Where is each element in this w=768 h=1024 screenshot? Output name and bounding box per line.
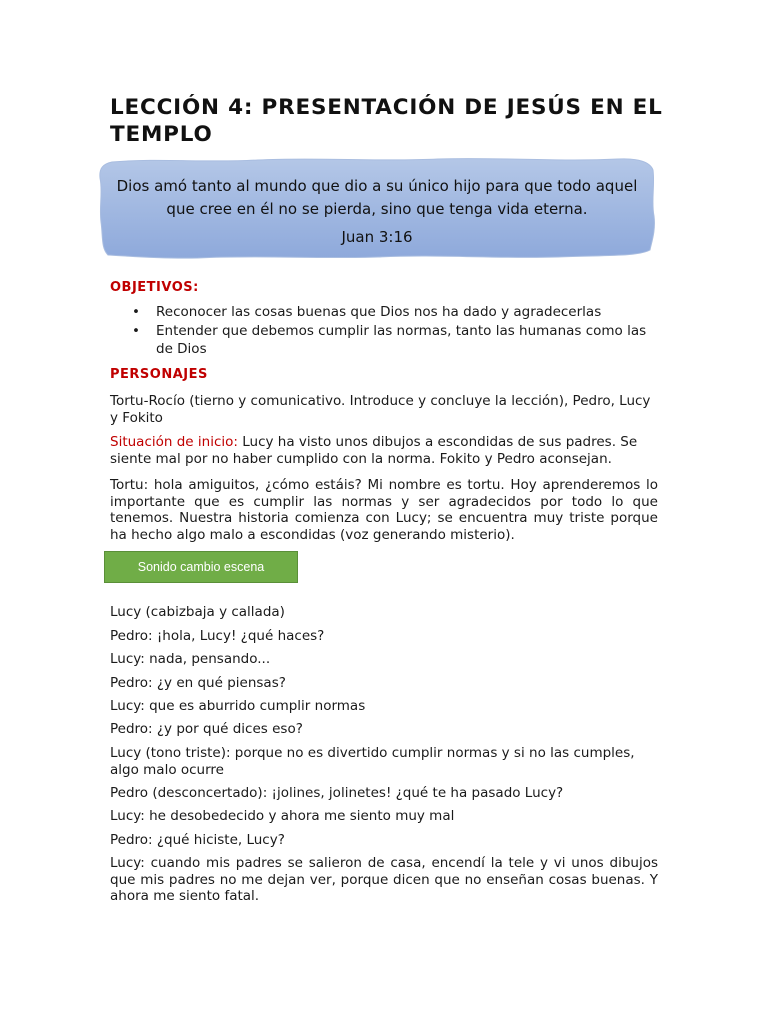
dialogue-line: Pedro: ¿y en qué piensas? — [110, 675, 286, 691]
initial-situation-text: Lucy ha visto unos dibujos a escondidas de sus padres. Se siente mal por no haber cumplido con la norma. Fokito y Pedro aconsejan. — [110, 434, 638, 467]
bullet-icon: • — [132, 322, 140, 339]
intro-paragraph: Tortu: hola amiguitos, ¿cómo estáis? Mi nombre es tortu. Hoy aprenderemos lo importante que es cumplir las normas y ser agradecidos por todo lo que tenemos. Nuestra historia comienza con Lucy; se encuentra muy triste porque ha hecho algo malo a escondidas (voz generando misterio). — [110, 477, 658, 543]
objectives-list — [110, 303, 658, 359]
dialogue-line: Lucy: que es aburrido cumplir normas — [110, 698, 366, 714]
bullet-icon: • — [132, 304, 140, 320]
list-item: • Reconocer las cosas buenas que Dios nos ha dado y agradecerlas — [132, 304, 602, 320]
initial-situation-label: Situación de inicio: — [110, 434, 238, 450]
dialogue-line: Lucy (cabizbaja y callada) — [110, 604, 285, 620]
dialogue-line: Lucy: nada, pensando... — [110, 651, 271, 667]
lesson-title: LECCIÓN 4: PRESENTACIÓN DE JESÚS EN EL TEMPLO — [110, 95, 663, 147]
dialogue-line: Pedro (desconcertado): ¡jolines, jolinetes! ¿qué te ha pasado Lucy? — [110, 785, 564, 801]
dialogue-line: Lucy: cuando mis padres se salieron de casa, encendí la tele y vi unos dibujos que mis padres no me dejan ver, porque dicen que no enseñan cosas buenas. Y ahora me siento fatal. — [110, 855, 658, 904]
scene-change-sound-button[interactable]: Sonido cambio escena — [104, 551, 298, 583]
verse-text — [98, 175, 656, 220]
dialogue-line: Pedro: ¿y por qué dices eso? — [110, 721, 303, 737]
dialogue-line: Pedro: ¡hola, Lucy! ¿qué haces? — [110, 628, 325, 644]
verse-line-1: Dios amó tanto al mundo que dio a su único hijo para que todo aquel — [116, 177, 638, 195]
objectives-heading: OBJETIVOS: — [110, 280, 199, 295]
characters-heading: PERSONAJES — [110, 367, 208, 382]
dialogue-line: Lucy: he desobedecido y ahora me siento muy mal — [110, 808, 455, 824]
dialogue-line: Lucy (tono triste): porque no es divertido cumplir normas y si no las cumples, algo malo ocurre — [110, 745, 635, 778]
characters-text: Tortu-Rocío (tierno y comunicativo. Introduce y concluye la lección), Pedro, Lucy y Fokito — [110, 393, 651, 426]
dialogue-line: Pedro: ¿qué hiciste, Lucy? — [110, 832, 285, 848]
initial-situation — [110, 434, 658, 467]
verse-box — [98, 156, 656, 260]
verse-reference: Juan 3:16 — [341, 228, 413, 246]
verse-line-2: que cree en él no se pierda, sino que tenga vida eterna. — [166, 199, 588, 218]
list-item: • Entender que debemos cumplir las normas, tanto las humanas como las de Dios — [132, 322, 647, 357]
